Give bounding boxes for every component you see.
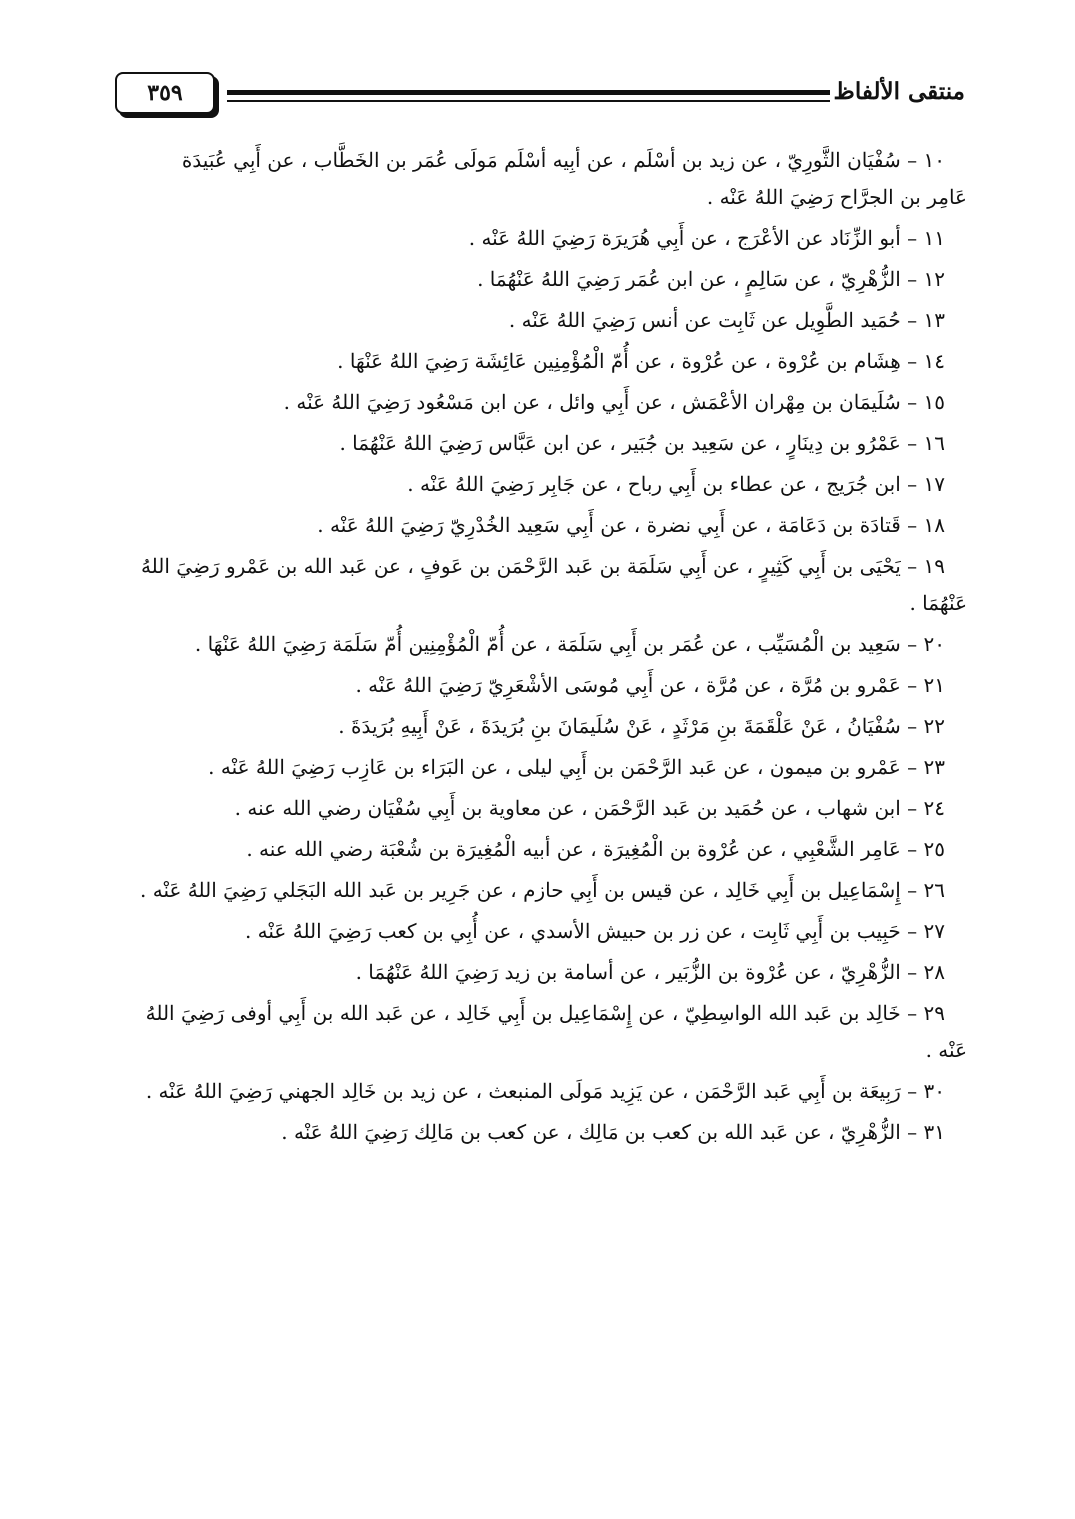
list-item: ٢٠ – سَعِيد بن الْمُسَيِّب ، عن عُمَر بن أَبِي سَلَمَة ، عن أُمّ الْمُؤْمِنِين أُمّ سَلَمَة رَضِيَ اللهُ عَنْهَا . — [194, 632, 945, 656]
list-item: ١١ – أبو الزِّنَاد عن الأعْرَج ، عن أَبِي هُرَيرَة رَضِيَ اللهُ عَنْه . — [468, 226, 945, 250]
list-item: ٢٦ – إِسْمَاعِيل بن أَبِي خَالِد ، عن قيس بن أَبِي حازم ، عن جَرِير بن عَبد الله البَجَلي رَضِيَ اللهُ عَنْه . — [140, 878, 945, 902]
list-item: ٢٢ – سُفْيَانُ ، عَنْ عَلْقَمَةَ بنِ مَرْثَدٍ ، عَنْ سُلَيمَانَ بنِ بُرَيدَةَ ، عَنْ أَبِيهِ بُرَيدَةَ . — [338, 714, 945, 738]
header-rule-thin — [227, 100, 830, 102]
list-item: ٣٠ – رَبِيعَة بن أَبِي عَبد الرَّحْمَن ، عن يَزِيد مَولَى المنبعث ، عن زيد بن خَالِد الجهني رَضِيَ اللهُ عَنْه . — [145, 1079, 945, 1103]
list-item: ١٢ – الزُّهْرِيّ ، عن سَالِمٍ ، عن ابن عُمَر رَضِيَ اللهُ عَنْهُمَا . — [477, 267, 945, 291]
list-item: ١٤ – هِشَام بن عُرْوة ، عن عُرْوة ، عن أُمّ الْمُؤْمِنِين عَائِشَة رَضِيَ اللهُ عَنْهَا . — [337, 349, 945, 373]
list-item: ٢١ – عَمْرو بن مُرَّة ، عن مُرَّة ، عن أَبِي مُوسَى الأشْعَرِيّ رَضِيَ اللهُ عَنْه . — [355, 673, 945, 697]
list-item: ٣١ – الزُّهْرِيّ ، عن عَبد الله بن كعب بن مَالِك ، عن كعب بن مَالِك رَضِيَ اللهُ عَنْه . — [281, 1120, 945, 1144]
list-item: ٢٥ – عَامِر الشَّعْبِي ، عن عُرْوة بن الْمُغِيرَة ، عن أبيه الْمُغِيرَة بن شُعْبَة رضي الله عنه . — [246, 837, 945, 861]
list-item: ١٥ – سُلَيمَان بن مِهْران الأعْمَش ، عن أَبِي وائل ، عن ابن مَسْعُود رَضِيَ اللهُ عَنْه . — [283, 390, 945, 414]
list-item: ٢٨ – الزُّهْرِيّ ، عن عُرْوة بن الزُّبَير ، عن أسامة بن زيد رَضِيَ اللهُ عَنْهُمَا . — [355, 960, 945, 984]
book-title: منتقى الألفاظ — [833, 78, 965, 105]
list-item: ١٩ – يَحْيَى بن أَبِي كَثِيرٍ ، عن أَبِي سَلَمَة بن عَبد الرَّحْمَن بن عَوفٍ ، عن عَبد الله بن عَمْرو رَضِيَ اللهُ عَنْهُمَا . — [140, 554, 967, 615]
page-number-frame — [115, 72, 215, 114]
list-item: ٢٧ – حَبِيب بن أَبِي ثَابِت ، عن زر بن حبيش الأسدي ، عن أُبِي بن كعب رَضِيَ اللهُ عَنْه . — [244, 919, 945, 943]
list-item: ١٦ – عَمْرُو بن دِينَارٍ ، عن سَعِيد بن جُبَير ، عن ابن عَبَّاس رَضِيَ اللهُ عَنْهُمَا . — [339, 431, 945, 455]
page-header — [115, 72, 965, 130]
list-item: ١٣ – حُمَيد الطَّوِيل عن ثَابِت عن أنس رَضِيَ اللهُ عَنْه . — [508, 308, 945, 332]
list-item: ٢٣ – عَمْرو بن ميمون ، عن عَبد الرَّحْمَن بن أَبِي ليلى ، عن البَرَاء بن عَازِب رَضِيَ اللهُ عَنْه . — [208, 755, 945, 779]
narrator-chain-list — [137, 142, 967, 1155]
list-item: ١٨ – قَتادَة بن دَعَامَة ، عن أَبِي نضرة ، عن أَبِي سَعِيد الخُدْرِيّ رَضِيَ اللهُ عَنْه . — [317, 513, 945, 537]
header-rule-thick — [227, 90, 830, 95]
list-item: ٢٤ – ابن شهاب ، عن حُمَيد بن عَبد الرَّحْمَن ، عن معاوية بن أَبِي سُفْيَان رضي الله عنه . — [234, 796, 945, 820]
list-item: ١٧ – ابن جُرَيج ، عن عطاء بن أَبِي رباح ، عن جَابِر رَضِيَ اللهُ عَنْه . — [407, 472, 945, 496]
list-item: ١٠ – سُفْيَان الثَّورِيّ ، عن زيد بن أسْلَم ، عن أبِيه أسْلَم مَولَى عُمَر بن الخَطَّاب ، عن أَبِي عُبَيدَة عَامِر بن الجرَّاح رَضِيَ اللهُ عَنْه . — [181, 148, 967, 209]
page-number: ٣٥٩ — [147, 80, 183, 106]
list-item: ٢٩ – خَالِد بن عَبد الله الواسِطِيّ ، عن إِسْمَاعِيل بن أَبِي خَالِد ، عن عَبد الله بن أَبِي أوفى رَضِيَ اللهُ عَنْه . — [145, 1001, 967, 1062]
